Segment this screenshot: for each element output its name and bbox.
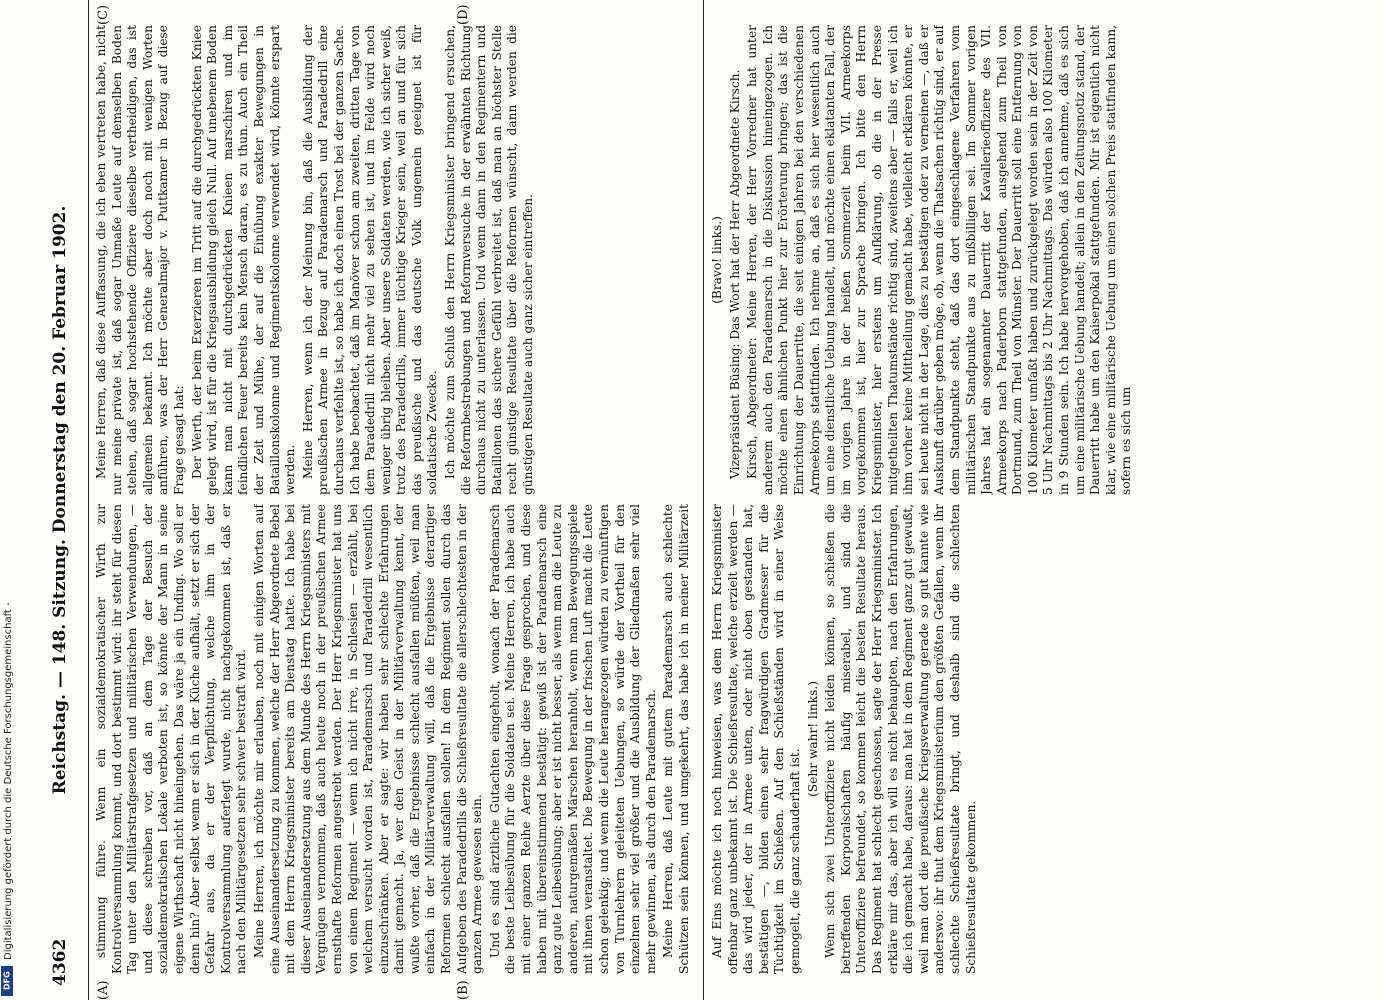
page-title: Reichstag. — 148. Sitzung. Donnerstag den 20. Februar 1902. (50, 205, 70, 795)
rotated-page (38, 0, 1348, 1000)
margin-marker-c: (C) (96, 4, 111, 25)
footer-bar (0, 0, 14, 1000)
page-number: 4362 (50, 938, 70, 986)
paragraph: Meine Herren, ich möchte mir erlauben, noch mit einigen Worten auf eine Auseinandersetzung zu kommen, welche der Herr Abgeordnete Bebel mit dem Herrn Kriegsminister bereits am Dienstag hatte. Ich habe bei dieser Auseinandersetzung aus dem Munde des Herrn Kriegsministers mit Vergnügen vernommen, daß auch heute noch in der preußischen Armee ernsthafte Reformen angestrebt werden. Der Herr Kriegsminister hat uns von einem Regiment — wenn ich nicht irre, in Schlesien — erzählt, bei welchem versucht worden ist, Parademarsch und Paradedrill wesentlich einzuschränken. Aber er sagte: wir haben sehr schlechte Erfahrungen damit gemacht. Ja, wer den Geist in der Militärverwaltung kennt, der wußte vorher, daß die Ergebnisse schlecht ausfallen müßten, weil man einfach in der Militärverwaltung will, daß die Ergebnisse derartiger Reformen schlecht ausfallen sollen! In dem Regiment sollen durch das Aufgeben des Paradedrills die Schießresultate die allerschlechtesten in der ganzen Armee gewesen sein. (251, 504, 485, 974)
paragraph: Meine Herren, daß Leute mit gutem Parademarsch auch schlechte Schützen sein können, und umgekehrt, das habe ich in meiner Militärzeit (661, 504, 691, 974)
dfg-logo: DFG (1, 966, 13, 996)
column-left-bottom (710, 504, 1340, 974)
paragraph: Ich möchte zum Schluß den Herrn Kriegsminister bringend ersuchen, die Reformbestrebungen und Reformversuche in der erwähnten Richtung durchaus nicht zu unterlassen. Und wenn dann in den Regimentern und Bataillonen das sichere Gefühl verbreitet ist, daß man an höchster Stelle recht günstige Resultate über die Reformen wünscht, dann werden die günstigen Resultate auch ganz sicher eintreffen. (443, 25, 536, 495)
quote-paragraph: Der Werth, der beim Exerzieren im Tritt auf die durchgedrückten Kniee gelegt wird, ist für die Kriegsausbildung gleich Null. Auf unebenem Boden kann man nicht mit durchgedrückten Knieen marschiren und im feindlichen Feuer bereits kein Mensch daran, es zu thun. Auch ein Theil der Zeit und Mühe, der auf die Einübung exakter Bewegungen in Bataillonskolonne und Regimentskolonne verwendet wird, könnte erspart werden. (189, 25, 298, 495)
column-right-top (94, 25, 694, 495)
margin-marker-d: (D) (456, 4, 471, 25)
paragraph: Meine Herren, daß diese Auffassung, die ich eben vertreten habe, nicht nur meine private ist, daß sogar Unmaße Leute auf demselben Boden stehen, daß sogar hochstehende Offiziere dieselbe vertheidigen, das ist allgemein bekannt. Ich möchte aber doch noch mit wenigen Worten anführen, was der Herr Generalmajor v. Puttkamer in Bezug auf diese Frage gesagt hat: (94, 25, 186, 495)
paragraph: Kirsch, Abgeordneter: Meine Herren, der Herr Vorredner hat unter anderem auch den Parademarsch in die Diskussion hineingezogen. Ich möchte einen ähnlichen Punkt hier zur Erörterung bringen; das ist die Einrichtung der Dauerritte, die seit einigen Jahren bei den verschiedenen Armeekorps stattfinden. Ich nehme an, daß es sich hier wesentlich auch um eine dienstliche Uebung handelt, und möchte einen eklatanten Fall, der im vorigen Jahre in der heißen Sommerzeit beim VII. Armeekorps vorgekommen ist, hier zur Sprache bringen. Ich bitte den Herrn Kriegsminister, hier erstens um Aufklärung, ob die in der Presse mitgetheilten Thatumstände richtig sind, zweitens aber — falls er, weil ich ihm vorher keine Mittheilung gemacht habe, vielleicht erklären könnte, er sei heute nicht in der Lage, dies zu bestätigen oder zu verneinen —, daß er Auskunft darüber geben möge, ob, wenn die Thatsachen richtig sind, er auf dem Standpunkte steht, daß das dort eingeschlagene Verfahren vom militärischen Standpunkte aus zu mißbilligen sei. Im Sommer vorigen Jahres hat ein sogenannter Dauerritt der Kavallerieoffiziere des VII. Armeekorps nach Paderborn stattgefunden, ausgehend zum Theil von Dortmund, zum Theil von Münster. Der Dauerritt soll eine Entfernung von 100 Kilometer umfaßt haben und zurückgelegt worden sein in der Zeit von 5 Uhr Nachmittags bis 2 Uhr Nachmittags. Das würden also 100 Kilometer in 9 Stunden sein. Ich habe hervorgehoben, daß ich annehme, daß es sich um eine militärische Uebung handelt; allein in den Zeitungsnotiz stand, der Dauerritt habe um den Kaiserpokal stattgefunden. Mir ist eigentlich nicht klar, wie eine militärische Uebung um einen solchen Preis stattfinden kann, sofern es sich um (745, 25, 1134, 495)
paragraph: Meine Herren, wenn ich der Meinung bin, daß die Ausbildung der preußischen Armee in Bezug auf Parademarsch und Paradedrill eine durchaus verfehlte ist, so habe ich doch einen Trost bei der ganzen Sache. Ich habe beobachtet, daß im Manöver schon am zweiten, dritten Tage von dem Paradedrill nicht mehr viel zu sehen ist, und im Felde wird noch weniger übrig bleiben. Aber unsere Soldaten werden, wie ich sicher weiß, trotz des Paradedrills, immer tüchtige Krieger sein, weil an und für sich das preußische und das deutsche Volk ungemein geeignet ist für soldatische Zwecke. (300, 25, 440, 495)
paragraph: Vizepräsident Büsing: Das Wort hat der Herr Abgeordnete Kirsch. (727, 69, 742, 479)
column-right-bottom (710, 25, 1340, 495)
margin-marker-a: (A) (96, 980, 111, 1000)
page-header (38, 0, 89, 1000)
margin-marker-b: (B) (456, 980, 471, 1000)
interjection: (Bravo! links.) (710, 216, 724, 304)
paragraph: Auf Eins möchte ich noch hinweisen, was dem Herrn Kriegsminister offenbar ganz unbekannt ist. Die Schießresultate, welche erzielt werden — das wird jeder, der in Armee unten, oder nicht oben gestanden hat, bestätigen —, bilden einen sehr fragwürdigen Gradmesser für die Tüchtigkeit im Schießen. Auf den Schießständen wird in einer Weise gemogelt, die ganz schauderhaft ist. (710, 504, 802, 974)
paragraph: Wenn sich zwei Unteroffiziere nicht leiden können, so schießen die betreffenden Korporalschaften häufig miserabel, und sind die Unteroffiziere befreundet, so kommen leicht die besten Resultate heraus. Das Regiment hat schlecht geschossen, sagte der Herr Kriegsminister. Ich erkläre mir das, aber ich will es nicht behaupten, nach den Erfahrungen, die ich gemacht habe, daraus: man hat in dem Regiment ganz gut gewußt, weil man dort die preußische Kriegsverwaltung gerade so gut kannte wie anderswo: ihr thut dem Kriegsministerium den größten Gefallen, wenn ihr schlechte Schießresultate bringt, und deshalb sind die schlechten Schießresultate gekommen. (823, 504, 978, 974)
funding-notice: Digitalisierung gefördert durch die Deutsche Forschungsgemeinschaft - (3, 602, 14, 960)
paragraph: stimmung führe. Wenn ein sozialdemokratischer Wirth zur Kontrolversammlung kommt, und dort bestimmt wird: ihr steht für diesen Tag unter den Militärstrafgesetzen und militärischen Verwendungen, — und diese schreiben vor, daß an dem Tage der Besuch der sozialdemokratischen Lokale verboten ist, so könnte der Mann in seine eigene Wirthschaft nicht hineingehen. Das wäre ja ein Unding. Wo soll er denn hin? Aber selbst wenn er sich in der Küche aufhält, setzt er sich der Gefahr aus, da er der Verpflichtung, welche ihm in der Kontrolversammlung auferlegt wurde, nicht nachgekommen ist, daß er nach den Militärgesetzen sehr schwer bestraft wird. (94, 504, 249, 974)
interjection: (Sehr wahr! links.) (805, 681, 820, 797)
column-divider-rule (703, 0, 704, 1000)
paragraph: Und es sind ärztliche Gutachten eingeholt, wonach der Parademarsch die beste Leibesübung für die Soldaten sei. Meine Herren, ich habe auch mit einer ganzen Reihe Aerzte über diese Frage gesprochen, und diese haben mit übereinstimmend bestätigt: gewiß ist der Parademarsch eine ganz gute Leibesübung; aber er ist nicht besser, als wenn man die Leute zu anderen, naturgemäßen Märschen heranholt, wenn man Bewegungsspiele mit ihnen veranstaltet. Die Bewegung in der frischen Luft macht die Leute schon gelenkig; und wenn die Leute herangezogen würden zu vernünftigen von Turnlehrern geleiteten Uebungen, so würde der Vortheil für den einzelnen sehr viel größer und die Ausbildung der Gliedmaßen sehr viel mehr gewinnen, als durch den Parademarsch. (487, 504, 658, 974)
column-left-top (94, 504, 694, 974)
